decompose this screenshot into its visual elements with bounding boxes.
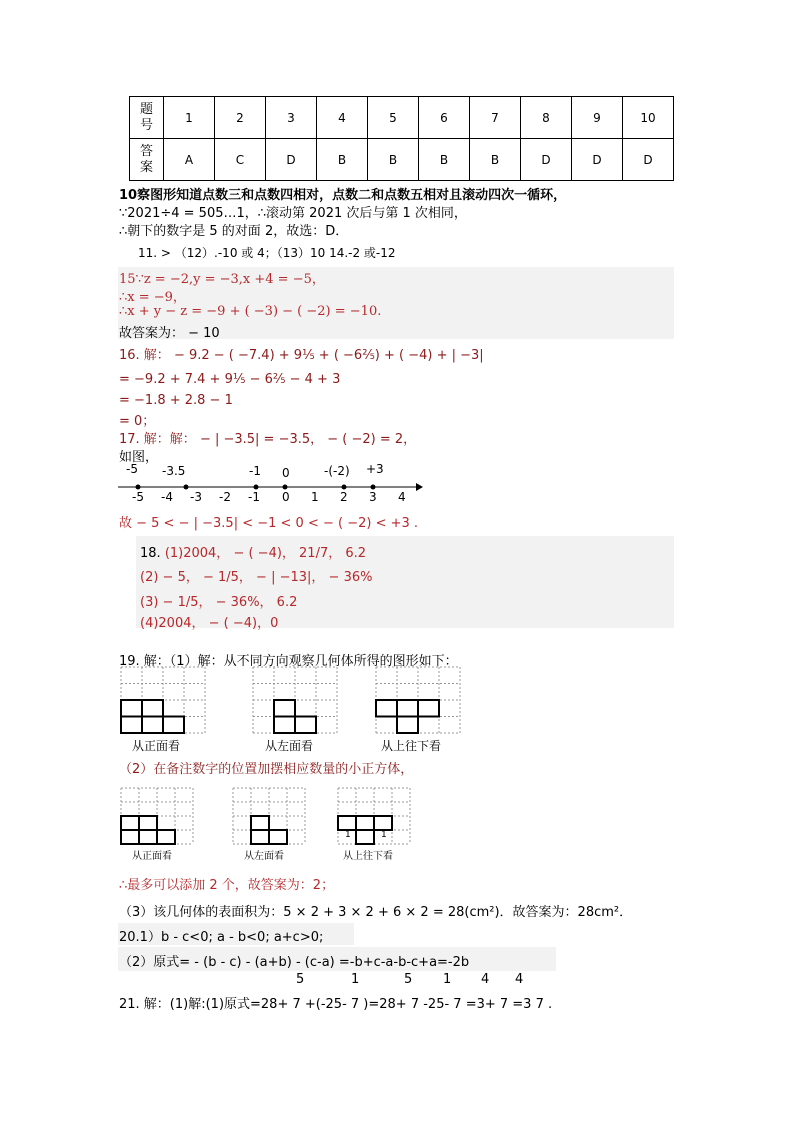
caption-front: 从正面看 [132, 739, 181, 753]
caption-front-2: 从正面看 [132, 851, 172, 862]
table-row [130, 139, 674, 181]
q17-line2: 如图， [119, 450, 159, 465]
caption-top: 从上往下看 [381, 739, 442, 753]
number-line [118, 460, 428, 508]
q15-line4: 故答案为： − 10 [119, 326, 220, 341]
mark-label: -5 [126, 462, 138, 476]
tick-label: 2 [340, 490, 348, 504]
table-cell: 8 [521, 97, 572, 139]
table-cell: 9 [572, 97, 623, 139]
q21-num: 4 [481, 972, 490, 987]
tick-label: 0 [282, 490, 290, 504]
table-cell: 3 [266, 97, 317, 139]
grid-number: 1 [381, 830, 387, 840]
tick-label: -3 [190, 490, 202, 504]
table-cell: 2 [215, 97, 266, 139]
table-cell: B [470, 139, 521, 181]
caption-left: 从左面看 [265, 739, 314, 753]
tick-label: 1 [311, 490, 319, 504]
q21-num: 1 [443, 972, 452, 987]
table-cell: 10 [623, 97, 674, 139]
q21-line: 21. 解：(1)解:(1)原式=28+ 7 +(-25- 7 )=28+ 7 -25- 7 =3+ 7 =3 7 . [119, 997, 553, 1012]
caption-top-2: 从上往下看 [343, 851, 393, 862]
mark-label: -1 [249, 464, 261, 478]
tick-label: 3 [369, 490, 377, 504]
table-cell: 4 [317, 97, 368, 139]
table-cell: 1 [164, 97, 215, 139]
q16-line3: = −1.8 + 2.8 − 1 [119, 393, 233, 408]
q21-num: 4 [515, 972, 524, 987]
q19-line2: （2）在备注数字的位置加摆相应数量的小正方体， [119, 762, 414, 777]
q20-line2: （2）原式= - (b - c) - (a+b) - (c-a) =-b+c-a-b-c+a=-2b [119, 955, 470, 970]
table-row [130, 97, 674, 139]
table-cell: B [368, 139, 419, 181]
q11-line: 11. > （12）.-10 或 4；（13）10 14.-2 或-12 [138, 246, 396, 260]
q18-line3: (3) − 1/5， − 36%， 6.2 [140, 595, 298, 610]
grid-left-view-2 [233, 788, 307, 846]
grid-front-view [121, 667, 207, 735]
q16-line1: 16. 解： − 9.2 − ( −7.4) + 9⅕ + ( −6⅖) + ( −4) + | −3| [119, 348, 484, 363]
table-cell: D [521, 139, 572, 181]
table-cell: A [164, 139, 215, 181]
tick-label: 4 [398, 490, 406, 504]
mark-label: 0 [282, 466, 290, 480]
q15-line3: ∴x + y − z = −9 + ( −3) − ( −2) = −10. [119, 304, 382, 319]
row-label-number: 题 号 [130, 97, 164, 139]
q21-num: 5 [296, 972, 305, 987]
q19-line3: ∴最多可以添加 2 个，故答案为：2； [119, 878, 335, 893]
q15-line2: ∴x = −9， [119, 290, 186, 305]
table-cell: C [215, 139, 266, 181]
table-cell: 7 [470, 97, 521, 139]
table-cell: 5 [368, 97, 419, 139]
q10-line3: ∴朝下的数字是 5 的对面 2，故选：D． [119, 224, 349, 239]
caption-left-2: 从左面看 [244, 851, 284, 862]
q16-line4: = 0； [119, 414, 156, 429]
mark-label: -3.5 [162, 464, 186, 478]
mark-label: +3 [366, 462, 384, 476]
q18-line4: (4)2004， − ( −4)，0 [140, 616, 279, 631]
q21-num: 1 [351, 972, 360, 987]
table-cell: B [317, 139, 368, 181]
q21-num: 5 [404, 972, 413, 987]
mark-label: -(-2) [324, 464, 350, 478]
q18-line1: 18. (1)2004， − ( −4)， 21/7， 6.2 [140, 546, 367, 561]
table-cell: 6 [419, 97, 470, 139]
tick-label: -2 [219, 490, 231, 504]
grid-top-view [376, 667, 462, 735]
table-cell: D [623, 139, 674, 181]
grid-number: 1 [345, 830, 351, 840]
q16-line2: = −9.2 + 7.4 + 9⅕ − 6⅖ − 4 + 3 [119, 372, 341, 387]
q19-line4: （3）该几何体的表面积为：5 × 2 + 3 × 2 + 6 × 2 = 28(cm²)．故答案为：28cm²． [119, 905, 633, 920]
q10-line1: 10察图形知道点数三和点数四相对，点数二和点数五相对且滚动四次一循环， [119, 188, 567, 203]
q20-line1: 20.1）b - c<0; a - b<0; a+c>0; [119, 930, 324, 945]
q15-line1: 15∵z = −2,y = −3,x +4 = −5， [119, 272, 325, 287]
table-cell: D [572, 139, 623, 181]
tick-label: -5 [132, 490, 144, 504]
grid-front-view-2 [121, 788, 195, 846]
tick-label: -4 [161, 490, 173, 504]
q17-line1: 17. 解：解： − | −3.5| = −3.5， − ( −2) = 2， [119, 432, 417, 447]
grid-left-view [253, 667, 339, 735]
table-cell: B [419, 139, 470, 181]
q17-conclusion: 故 − 5 < − | −3.5| < −1 < 0 < − ( −2) < +3 . [119, 516, 419, 531]
q19-line1: 19. 解：（1）解：从不同方向观察几何体所得的图形如下： [119, 654, 458, 669]
answer-table [129, 96, 674, 181]
tick-label: -1 [248, 490, 260, 504]
q18-line2: (2) − 5， − 1/5， − | −13|， − 36% [140, 570, 373, 585]
table-cell: D [266, 139, 317, 181]
q10-line2: ∵2021÷4 = 505…1，∴滚动第 2021 次后与第 1 次相同， [119, 206, 467, 221]
row-label-answer: 答 案 [130, 139, 164, 181]
